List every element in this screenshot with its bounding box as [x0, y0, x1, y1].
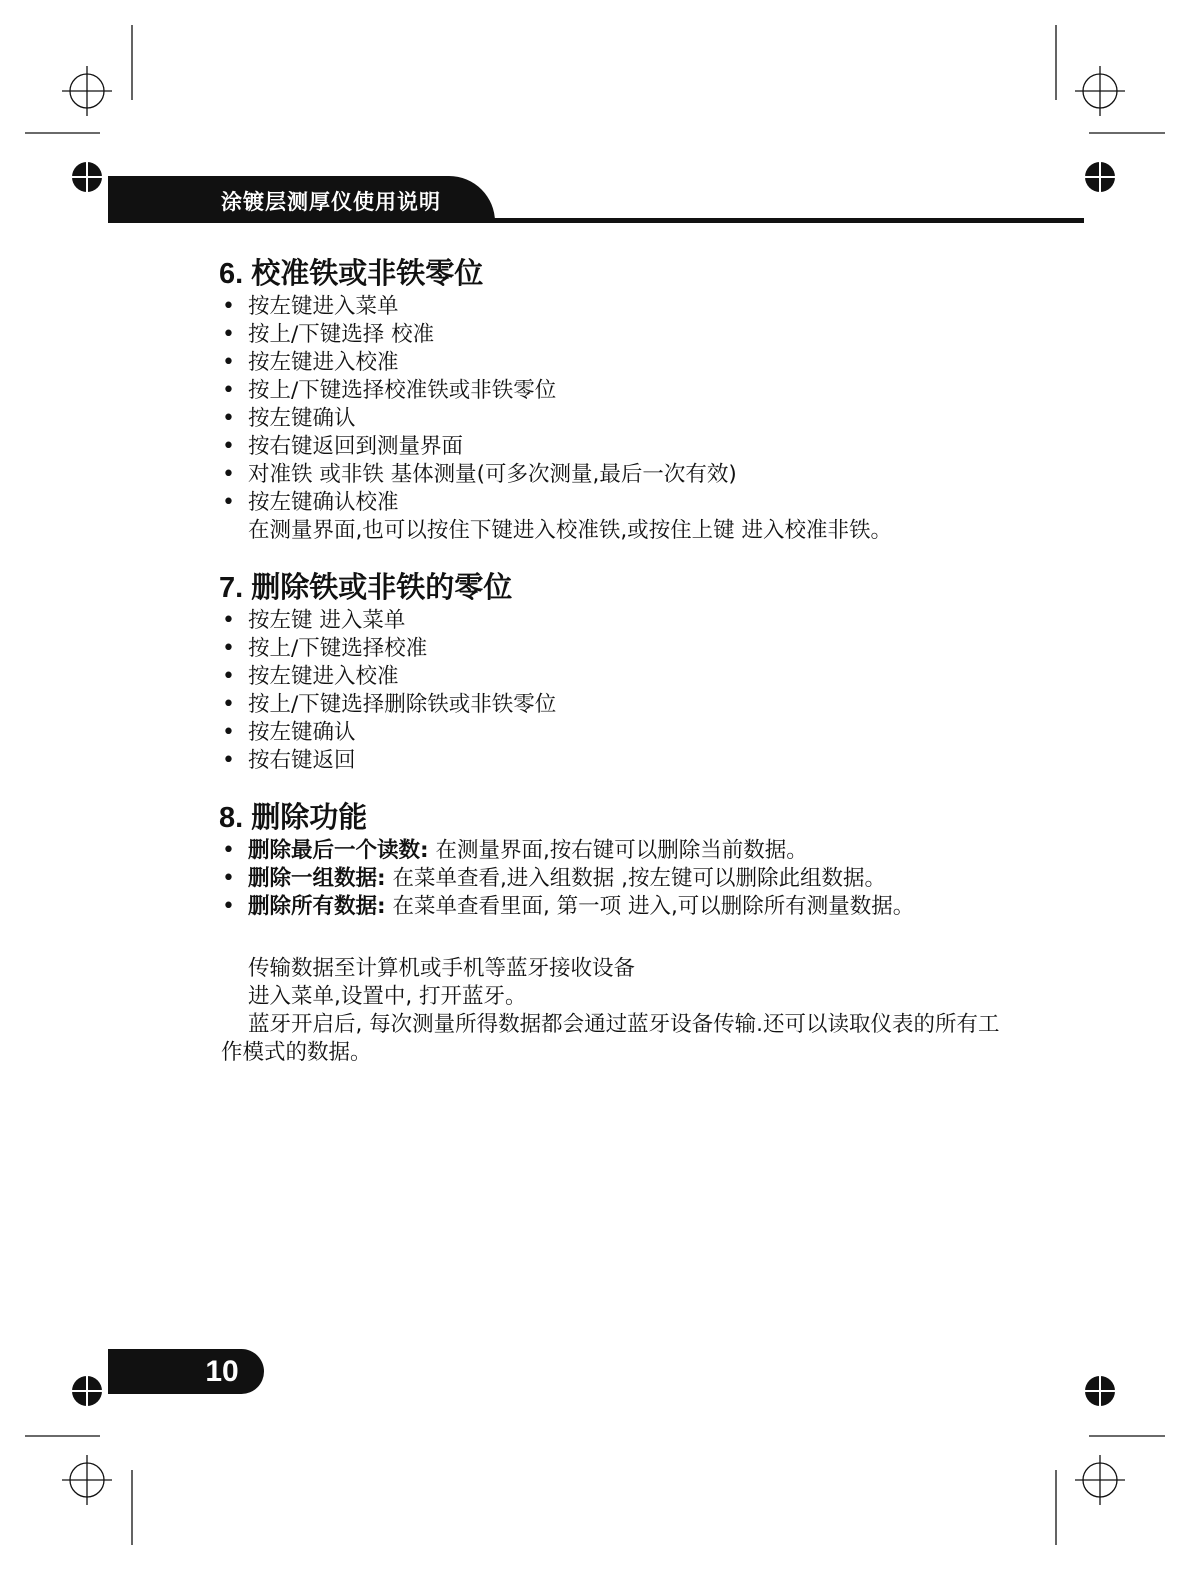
item-text: 在菜单查看里面, 第一项 进入,可以删除所有测量数据。 — [385, 894, 915, 919]
step-text: 按左键 进入菜单 — [248, 608, 406, 633]
step-text: 按左键进入菜单 — [248, 294, 399, 319]
step-text: 按右键返回到测量界面 — [248, 434, 464, 459]
step-text: 按左键确认 — [248, 406, 356, 431]
bullet-icon: • — [222, 406, 235, 431]
bullet-icon: • — [222, 664, 235, 689]
registration-dot-icon — [1085, 1376, 1115, 1406]
list-item — [221, 405, 1011, 433]
registration-dot-icon — [1085, 162, 1115, 192]
section-heading: 7. 删除铁或非铁的零位 — [219, 572, 513, 604]
list-item — [221, 691, 1011, 719]
page-header-title: 涂镀层测厚仪使用说明 — [221, 190, 441, 214]
step-text: 按上/下键选择删除铁或非铁零位 — [248, 692, 557, 717]
bluetooth-line: 传输数据至计算机或手机等蓝牙接收设备 — [248, 956, 636, 981]
bullet-icon: • — [222, 838, 235, 863]
bluetooth-line: 进入菜单,设置中, 打开蓝牙。 — [248, 984, 527, 1009]
bullet-icon: • — [222, 322, 235, 347]
bullet-icon: • — [222, 350, 235, 375]
step-text: 按右键返回 — [248, 748, 356, 773]
bullet-icon: • — [222, 894, 235, 919]
list-item — [221, 321, 1011, 349]
bullet-icon: • — [222, 720, 235, 745]
list-item — [221, 719, 1011, 747]
list-item — [221, 837, 1011, 865]
bluetooth-paragraph: 蓝牙开启后, 每次测量所得数据都会通过蓝牙设备传输.还可以读取仪表的所有工作模式的数据。 — [221, 1012, 1000, 1065]
list-item — [221, 433, 1011, 461]
list-item — [221, 635, 1011, 663]
crosshair-target-icon — [62, 66, 112, 116]
registration-dot-icon — [72, 1376, 102, 1406]
item-lead: 删除最后一个读数: — [248, 838, 429, 863]
bullet-icon: • — [222, 866, 235, 891]
crosshair-target-icon — [1075, 66, 1125, 116]
page-number: 10 — [205, 1355, 239, 1388]
list-item — [221, 293, 1011, 321]
section-heading: 8. 删除功能 — [219, 802, 368, 834]
item-text: 在菜单查看,进入组数据 ,按左键可以删除此组数据。 — [385, 866, 886, 891]
list-item — [221, 865, 1011, 893]
list-item — [221, 607, 1011, 635]
crosshair-target-icon — [1075, 1455, 1125, 1505]
bullet-icon: • — [222, 692, 235, 717]
section-heading: 6. 校准铁或非铁零位 — [219, 258, 484, 290]
step-text: 按上/下键选择校准 — [248, 636, 428, 661]
crosshair-target-icon — [62, 1455, 112, 1505]
item-lead: 删除一组数据: — [248, 866, 386, 891]
bullet-icon: • — [222, 378, 235, 403]
list-item — [221, 747, 1011, 775]
bullet-icon: • — [222, 608, 235, 633]
list-item — [221, 893, 1011, 921]
step-text: 按左键进入校准 — [248, 350, 399, 375]
bullet-icon: • — [222, 462, 235, 487]
list-item — [221, 461, 1011, 489]
step-text: 按左键确认 — [248, 720, 356, 745]
step-text: 按上/下键选择 校准 — [248, 322, 435, 347]
section-delete-zero — [221, 569, 1011, 775]
section-note: 在测量界面,也可以按住下键进入校准铁,或按住上键 进入校准非铁。 — [248, 518, 893, 543]
section-delete-function — [221, 799, 1011, 921]
step-list — [221, 837, 1011, 921]
step-text: 对准铁 或非铁 基体测量(可多次测量,最后一次有效) — [248, 462, 737, 487]
list-item — [221, 349, 1011, 377]
step-text: 按左键进入校准 — [248, 664, 399, 689]
bullet-icon: • — [222, 294, 235, 319]
list-item — [221, 489, 1011, 517]
step-text: 按上/下键选择校准铁或非铁零位 — [248, 378, 557, 403]
bullet-icon: • — [222, 636, 235, 661]
bullet-icon: • — [222, 434, 235, 459]
item-text: 在测量界面,按右键可以删除当前数据。 — [428, 838, 808, 863]
bullet-icon: • — [222, 748, 235, 773]
step-list — [221, 607, 1011, 775]
item-lead: 删除所有数据: — [248, 894, 386, 919]
bluetooth-paragraphs — [221, 955, 1011, 1067]
header-rule — [108, 218, 1084, 223]
list-item — [221, 663, 1011, 691]
registration-dot-icon — [72, 162, 102, 192]
step-list — [221, 293, 1011, 517]
main-content — [221, 255, 1011, 1067]
bullet-icon: • — [222, 490, 235, 515]
list-item — [221, 377, 1011, 405]
section-zero-calibration — [221, 255, 1011, 545]
step-text: 按左键确认校准 — [248, 490, 399, 515]
